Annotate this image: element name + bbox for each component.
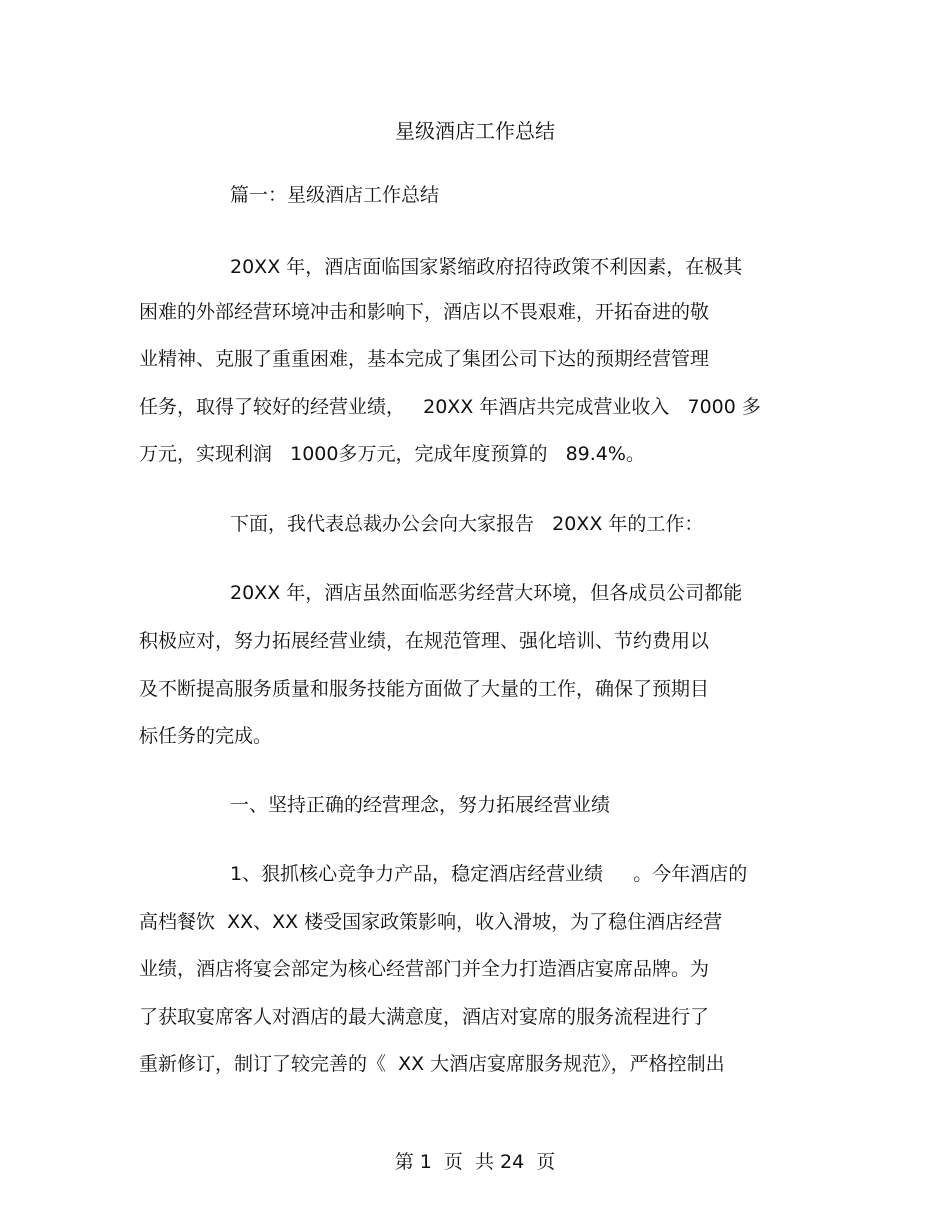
paragraph-line: 积极应对，努力拓展经营业绩，在规范管理、强化培训、节约费用以 [139,630,710,652]
paragraph-line: 困难的外部经营环境冲击和影响下，酒店以不畏艰难，开拓奋进的敬 [139,301,710,323]
paragraph-line: 高档餐饮 XX、XX 楼受国家政策影响，收入滑坡，为了稳住酒店经营 [139,911,723,933]
paragraph-line: 了获取宴席客人对酒店的最大满意度，酒店对宴席的服务流程进行了 [139,1006,710,1028]
paragraph-line: 重新修订，制订了较完善的《 XX 大酒店宴席服务规范》，严格控制出 [139,1053,725,1075]
paragraph-line: 1、狠抓核心竞争力产品，稳定酒店经营业绩 。今年酒店的 [230,863,748,885]
section-heading: 一、坚持正确的经营理念，努力拓展经营业绩 [230,794,611,816]
paragraph-line: 万元，实现利润 1000多万元，完成年度预算的 89.4%。 [139,443,645,465]
page-number-footer: 第 1 页 共 24 页 [394,1151,556,1173]
paragraph-line: 标任务的完成。 [139,725,273,747]
paragraph-line: 任务，取得了较好的经营业绩， 20XX 年酒店共完成营业收入 7000 多 [139,396,761,418]
paragraph-line: 业精神、克服了重重困难，基本完成了集团公司下达的预期经营管理 [139,348,710,370]
paragraph-line: 业绩，酒店将宴会部定为核心经营部门并全力打造酒店宴席品牌。为 [139,958,710,980]
section-heading: 篇一：星级酒店工作总结 [230,184,440,206]
paragraph-line: 及不断提高服务质量和服务技能方面做了大量的工作，确保了预期目 [139,678,710,700]
paragraph-line: 20XX 年，酒店虽然面临恶劣经营大环境，但各成员公司都能 [230,582,743,604]
paragraph-line: 20XX 年，酒店面临国家紧缩政府招待政策不利因素，在极其 [230,256,743,278]
paragraph-line: 下面，我代表总裁办公会向大家报告 20XX 年的工作： [230,513,704,535]
page-title: 星级酒店工作总结 [395,119,555,143]
